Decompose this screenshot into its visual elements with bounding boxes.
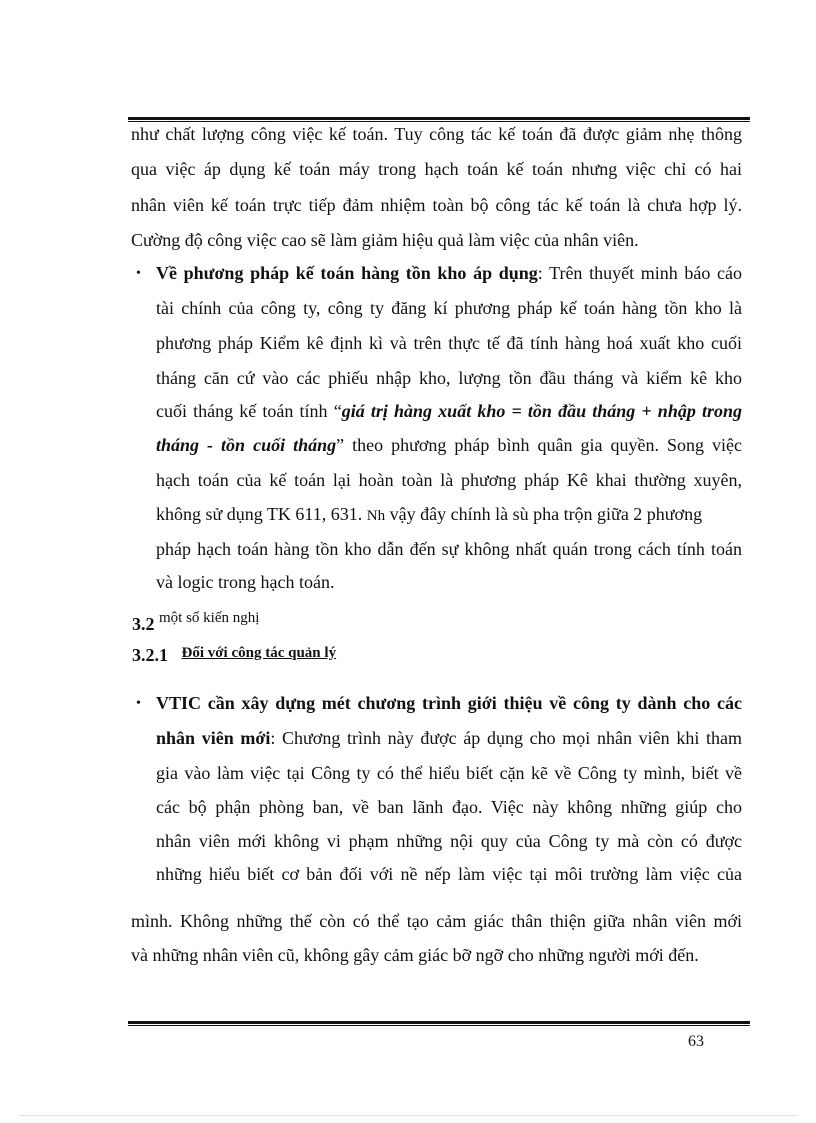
bullet-line: phương pháp Kiểm kê định kì và trên thực tế đã tính hàng hoá xuất kho cuối	[156, 333, 742, 353]
formula-text: giá trị hàng xuất kho = tồn đầu tháng + nhập trong	[341, 401, 742, 421]
bullet-line: tài chính của công ty, công ty đăng kí phương pháp kế toán hàng tồn kho là	[156, 298, 742, 318]
paragraph-line: và những nhân viên cũ, không gây cảm giác bỡ ngỡ cho những người mới đến.	[131, 945, 699, 965]
bullet-line: pháp hạch toán hàng tồn kho dẫn đến sự không nhất quán trong cách tính toán	[156, 539, 742, 559]
bullet-icon: •	[136, 696, 141, 711]
paragraph-line: Cường độ công việc cao sẽ làm giảm hiệu quả làm việc của nhân viên.	[131, 230, 639, 250]
subsection-heading: 3.2.1 Đối với công tác quản lý	[132, 645, 337, 665]
bullet-line: và logic trong hạch toán.	[156, 572, 335, 592]
bullet-line: nhân viên mới không vi phạm những nội quy của Công ty mà còn có được	[156, 831, 742, 851]
bullet-line: các bộ phận phòng ban, về ban lãnh đạo. Việc này không những giúp cho	[156, 797, 742, 817]
bullet-line: những hiểu biết cơ bản đối với nề nếp làm việc tại môi trường làm việc của	[156, 864, 742, 884]
bullet-line: gia vào làm việc tại Công ty có thể hiểu biết cặn kẽ về Công ty mình, biết về	[156, 763, 742, 783]
formula-text: tháng - tồn cuối tháng	[156, 435, 337, 455]
bullet-title: VTIC cần xây dựng mét chương trình giới thiệu về công ty dành cho các	[156, 693, 742, 713]
bullet-title: Về phương pháp kế toán hàng tồn kho áp dụng	[156, 263, 538, 283]
section-heading: 3.2 một số kiến nghị	[132, 610, 260, 634]
paragraph-line: qua việc áp dụng kế toán máy trong hạch toán kế toán nhưng việc chỉ có hai	[131, 159, 742, 179]
page-edge-divider	[20, 1115, 796, 1116]
bullet-line: Về phương pháp kế toán hàng tồn kho áp dụng: Trên thuyết minh báo cáo	[156, 263, 742, 283]
page-number: 63	[688, 1033, 704, 1050]
bullet-icon: •	[136, 266, 141, 281]
bullet-line: hạch toán của kế toán lại hoàn toàn là phương pháp Kê khai thường xuyên,	[156, 470, 742, 490]
bullet-line: không sử dụng TK 611, 631. Nh vậy đây chính là sù pha trộn giữa 2 phương	[156, 504, 703, 524]
paragraph-line: mình. Không những thế còn có thể tạo cảm giác thân thiện giữa nhân viên mới	[131, 911, 742, 931]
bullet-line: tháng - tồn cuối tháng” theo phương pháp bình quân gia quyền. Song việc	[156, 435, 742, 455]
paragraph-line: nhân viên kế toán trực tiếp đảm nhiệm toàn bộ công tác kế toán là chưa hợp lý.	[131, 195, 742, 215]
footer-rule	[128, 1021, 750, 1026]
bullet-line: tháng căn cứ vào các phiếu nhập kho, lượng tồn đầu tháng và kiểm kê kho	[156, 368, 742, 388]
header-rule	[128, 117, 750, 122]
paragraph-line: như chất lượng công việc kế toán. Tuy công tác kế toán đã được giảm nhẹ thông	[131, 124, 742, 144]
bullet-line: nhân viên mới: Chương trình này được áp dụng cho mọi nhân viên khi tham	[156, 728, 742, 748]
bullet-line: cuối tháng kế toán tính “giá trị hàng xuất kho = tồn đầu tháng + nhập trong	[156, 401, 742, 421]
